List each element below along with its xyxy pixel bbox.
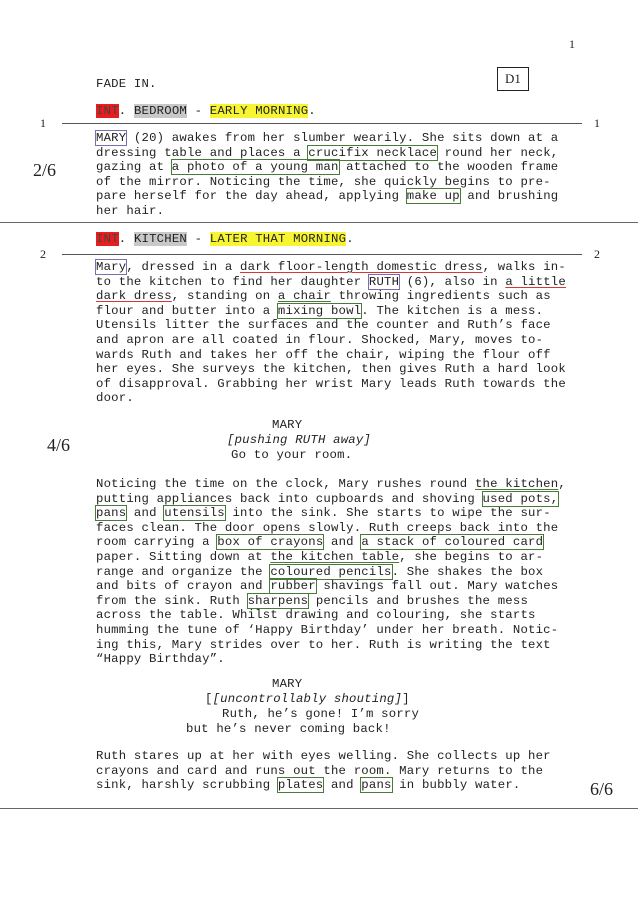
action-line: range and organize the coloured pencils. She shakes the box xyxy=(96,564,544,579)
scene1-fraction: 2/6 xyxy=(33,160,57,180)
scene2-number-left: 2 xyxy=(40,247,46,261)
scene2-action-2 xyxy=(96,477,566,667)
action-line: door. xyxy=(96,391,134,406)
prop-utensils: utensils xyxy=(164,506,225,521)
action-line: Noticing the time on the clock, Mary rushes round the kitchen, xyxy=(96,477,566,491)
action-line: ing this, Mary strides over to her. Ruth is writing the text xyxy=(96,637,551,652)
character-mary: Mary xyxy=(96,260,127,274)
scene-divider xyxy=(0,222,638,223)
action-line: gazing at a photo of a young man attached to the wooden frame xyxy=(96,160,559,175)
action-line: Utensils litter the surfaces and the counter and Ruth’s face xyxy=(96,318,551,333)
action-line: and apron are all coated in flour. Shocked, Mary, moves to- xyxy=(96,332,544,347)
scene1-action xyxy=(96,131,558,219)
prop-plates: plates xyxy=(277,778,324,793)
prop-rubber: rubber xyxy=(270,579,316,594)
action-line: and bits of crayon and rubber shavings fall out. Mary watches xyxy=(96,579,559,594)
character-mary: MARY xyxy=(96,131,127,145)
prop-used-pots: used pots, xyxy=(482,491,559,506)
scene1-number-left: 1 xyxy=(40,116,46,130)
heading-time: EARLY MORNING xyxy=(209,104,309,118)
action-line: pare herself for the day ahead, applying make up and brushing xyxy=(96,189,559,204)
scene1-number-right: 1 xyxy=(594,116,600,130)
prop-photo: a photo of a young man xyxy=(171,160,339,175)
action-line: crayons and card and runs out the room. Mary returns to the xyxy=(96,763,544,778)
prop-coloured-pencils: coloured pencils xyxy=(270,564,392,579)
action-line: across the table. Whilst drawing and colouring, she starts xyxy=(96,608,536,623)
scene2-number-right: 2 xyxy=(594,247,600,261)
set-kitchen: the kitchen xyxy=(474,477,559,491)
action-line: humming the tune of ‘Happy Birthday’ under her breath. Notic- xyxy=(96,622,559,637)
action-line: putting appliances back into cupboards and shoving used pots, xyxy=(96,491,559,506)
costume-dark-dress: dark dress xyxy=(96,289,172,304)
dialogue-character: MARY xyxy=(272,418,303,432)
dialogue-character: MARY xyxy=(272,677,303,691)
prop-crucifix: crucifix necklace xyxy=(308,145,438,160)
page-number: 1 xyxy=(569,37,575,51)
action-line: her hair. xyxy=(96,203,165,218)
action-line: from the sink. Ruth sharpens pencils and brushes the mess xyxy=(96,593,529,608)
character-ruth: RUTH xyxy=(368,274,400,289)
prop-pans: pans xyxy=(361,778,392,793)
scene-divider xyxy=(0,808,638,809)
heading-location: KITCHEN xyxy=(133,232,187,246)
action-line: to the kitchen to find her daughter RUTH (6), also in a little xyxy=(96,274,566,289)
heading-location: BEDROOM xyxy=(133,104,187,118)
heading-int: INT xyxy=(96,104,119,118)
heading-time: LATER THAT MORNING xyxy=(209,232,347,246)
action-line: Ruth stares up at her with eyes welling. She collects up her xyxy=(96,749,551,763)
action-line: of the mirror. Noticing the time, she quickly begins to pre- xyxy=(96,174,551,189)
costume-little-dress: a little xyxy=(505,274,566,289)
action-line: of disapproval. Grabbing her wrist Mary leads Ruth towards the xyxy=(96,376,566,391)
dialogue-line: Ruth, he’s gone! I’m sorry xyxy=(222,707,420,721)
action-line: dressing table and places a crucifix necklace round her neck, xyxy=(96,145,559,160)
heading-int: INT xyxy=(96,232,119,246)
action-line: sink, harshly scrubbing plates and pans in bubbly water. xyxy=(96,778,521,793)
prop-box-of-crayons: box of crayons xyxy=(217,535,324,550)
costume-dress: dark floor-length domestic dress xyxy=(240,260,483,274)
scene2-action-3 xyxy=(96,749,551,793)
set-chair: a chair xyxy=(277,289,331,304)
prop-coloured-card: a stack of coloured card xyxy=(361,535,544,550)
action-line: her eyes. She surveys the kitchen, then gives Ruth a hard look xyxy=(96,362,566,377)
action-line: dark dress, standing on a chair throwing ingredients such as xyxy=(96,289,551,304)
transition: FADE IN. xyxy=(96,77,157,91)
action-line: pans and utensils into the sink. She starts to wipe the sur- xyxy=(96,506,551,521)
scene2-fraction-b: 6/6 xyxy=(590,779,614,799)
scene1-heading: INT. BEDROOM - EARLY MORNING. xyxy=(96,104,316,118)
action-line: Mary, dressed in a dark floor-length domestic dress, walks in- xyxy=(96,260,566,274)
dialogue-parenthetical: [pushing RUTH away] xyxy=(227,433,372,447)
set-kitchen-table: the kitchen table xyxy=(270,549,400,564)
prop-pans: pans xyxy=(96,506,127,521)
scene-tag: D1 xyxy=(497,67,529,91)
action-line: flour and butter into a mixing bowl. The kitchen is a mess. xyxy=(96,303,544,318)
dialogue-parenthetical: [[uncontrollably shouting]] xyxy=(205,692,410,706)
action-line: wards Ruth and takes her off the chair, wiping the flour off xyxy=(96,347,551,362)
scene2-fraction-a: 4/6 xyxy=(47,435,71,455)
action-line: MARY (20) awakes from her slumber wearily. She sits down at a xyxy=(96,131,559,145)
action-line: room carrying a box of crayons and a stack of coloured card xyxy=(96,535,544,550)
action-line: faces clean. The door opens slowly. Ruth creeps back into the xyxy=(96,520,559,535)
prop-makeup: make up xyxy=(406,189,460,204)
dialogue-line: Go to your room. xyxy=(231,448,353,462)
prop-sharpens: sharpens xyxy=(247,593,309,608)
action-line: paper. Sitting down at the kitchen table, she begins to ar- xyxy=(96,549,544,564)
scene2-action-1 xyxy=(96,260,566,406)
dialogue-line: but he’s never coming back! xyxy=(186,722,391,736)
scene2-rule xyxy=(62,254,582,255)
scene1-rule xyxy=(62,123,582,124)
scene2-heading: INT. KITCHEN - LATER THAT MORNING. xyxy=(96,232,354,246)
prop-mixing-bowl: mixing bowl xyxy=(277,303,362,318)
action-line: “Happy Birthday”. xyxy=(96,652,225,667)
